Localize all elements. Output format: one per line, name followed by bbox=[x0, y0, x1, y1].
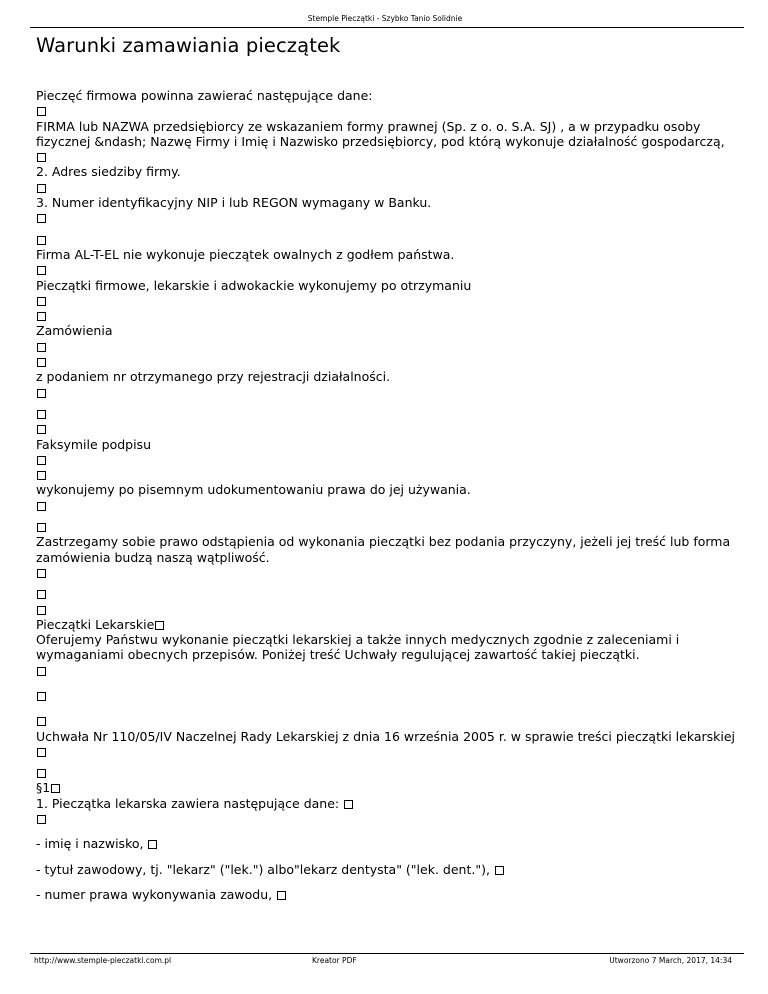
checkbox-glyph bbox=[36, 565, 736, 580]
checkbox-glyph bbox=[36, 180, 736, 195]
footer-created: Utworzono 7 March, 2017, 14:34 bbox=[609, 956, 732, 965]
checkbox-glyph bbox=[155, 621, 164, 630]
checkbox-glyph bbox=[36, 452, 736, 467]
footer-url: http://www.stemple-pieczatki.com.pl bbox=[34, 956, 172, 965]
checkbox-glyph bbox=[36, 421, 736, 436]
paragraph: Uchwała Nr 110/05/IV Naczelnej Rady Lekarskiej z dnia 16 września 2005 r. w sprawie treści pieczątki lekarskiej bbox=[36, 728, 736, 744]
running-header: Stemple Pieczątki - Szybko Tanio Solidnie bbox=[307, 14, 463, 23]
checkbox-glyph bbox=[36, 385, 736, 400]
paragraph: wykonujemy po pisemnym udokumentowaniu prawa do jej używania. bbox=[36, 482, 471, 498]
paragraph: z podaniem nr otrzymanego przy rejestracji działalności. bbox=[36, 369, 391, 385]
paragraph: 3. Numer identyfikacyjny NIP i lub REGON wymagany w Banku. bbox=[36, 195, 432, 211]
paragraph: Zamówienia bbox=[36, 323, 113, 339]
paragraph: Pieczątki firmowe, lekarskie i adwokackie wykonujemy po otrzymaniu bbox=[36, 277, 472, 293]
checkbox-glyph bbox=[36, 232, 736, 247]
checkbox-glyph bbox=[344, 800, 353, 809]
list-item: - imię i nazwisko, bbox=[36, 836, 736, 851]
checkbox-glyph bbox=[51, 784, 60, 793]
checkbox-glyph bbox=[36, 210, 736, 225]
checkbox-glyph bbox=[36, 586, 736, 601]
checkbox-glyph bbox=[36, 744, 736, 759]
section-mark: §1 bbox=[36, 780, 736, 795]
paragraph: 2. Adres siedziby firmy. bbox=[36, 164, 181, 180]
checkbox-glyph bbox=[36, 103, 736, 118]
list-item: - tytuł zawodowy, tj. "lekarz" ("lek.") albo"lekarz dentysta" ("lek. dent."), bbox=[36, 862, 736, 877]
checkbox-glyph bbox=[36, 663, 736, 678]
page-title: Warunki zamawiania pieczątek bbox=[36, 34, 341, 57]
checkbox-glyph bbox=[36, 308, 736, 323]
checkbox-glyph bbox=[36, 519, 736, 534]
paragraph: Zastrzegamy sobie prawo odstąpienia od wykonania pieczątki bez podania przyczyny, jeżeli jej treść lub forma zamówienia budzą naszą wątpliwość. bbox=[36, 534, 731, 565]
checkbox-glyph bbox=[36, 602, 736, 617]
paragraph: Faksymile podpisu bbox=[36, 436, 151, 452]
checkbox-glyph bbox=[36, 713, 736, 728]
checkbox-glyph bbox=[36, 811, 736, 826]
checkbox-glyph bbox=[36, 149, 736, 164]
checkbox-glyph bbox=[36, 262, 736, 277]
checkbox-glyph bbox=[36, 339, 736, 354]
checkbox-glyph bbox=[36, 688, 736, 703]
checkbox-glyph bbox=[36, 765, 736, 780]
footer-rule bbox=[30, 953, 744, 954]
checkbox-glyph bbox=[148, 840, 157, 849]
footer-generator: Kreator PDF bbox=[312, 956, 357, 965]
paragraph: FIRMA lub NAZWA przedsiębiorcy ze wskazaniem formy prawnej (Sp. z o. o. S.A. SJ) , a w przypadku osoby fizycznej &ndash; Nazwę Firmy i Imię i Nazwisko przedsiębiorcy, pod którą wykonuje działalność gospodarczą, bbox=[36, 118, 725, 149]
paragraph: Firma AL-T-EL nie wykonuje pieczątek owalnych z godłem państwa. bbox=[36, 246, 455, 262]
header-rule bbox=[30, 27, 744, 28]
checkbox-glyph bbox=[36, 354, 736, 369]
checkbox-glyph bbox=[277, 891, 286, 900]
document-body bbox=[36, 88, 736, 902]
checkbox-glyph bbox=[36, 467, 736, 482]
checkbox-glyph bbox=[36, 406, 736, 421]
checkbox-glyph bbox=[36, 498, 736, 513]
paragraph: Oferujemy Państwu wykonanie pieczątki lekarskiej a także innych medycznych zgodnie z zaleceniami i wymaganiami obecnych przepisów. Poniżej treść Uchwały regulującej zawartość takiej pieczątki. bbox=[36, 632, 680, 663]
section-heading: Pieczątki Lekarskie bbox=[36, 617, 736, 632]
list-item: - numer prawa wykonywania zawodu, bbox=[36, 887, 736, 902]
checkbox-glyph bbox=[495, 866, 504, 875]
paragraph: Pieczęć firmowa powinna zawierać następujące dane: bbox=[36, 88, 373, 103]
checkbox-glyph bbox=[36, 293, 736, 308]
paragraph: 1. Pieczątka lekarska zawiera następujące dane: bbox=[36, 796, 736, 811]
